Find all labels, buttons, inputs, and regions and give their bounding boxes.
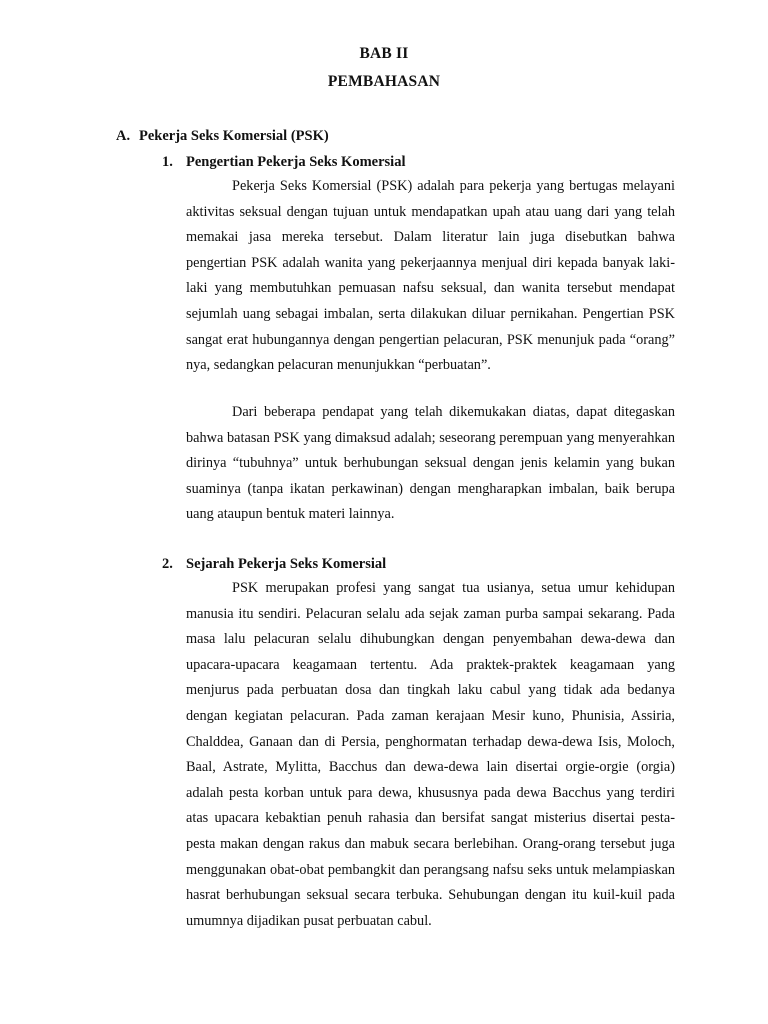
subsection-1-heading (162, 152, 405, 172)
subsection-1-number: 1. (162, 154, 173, 170)
paragraph-history: PSK merupakan profesi yang sangat tua usianya, setua umur kehidupan manusia itu sendiri. Pelacuran selalu ada sejak zaman purba sampai sekarang. Pada masa lalu pelacuran selalu dihubungkan dengan penyembahan dewa-dewa dan upacara-upacara keagamaan tertentu. Ada praktek-praktek keagamaan yang menjurus pada perbuatan dosa dan tingkah laku cabul yang tidak ada bedanya dengan kegiatan pelacuran. Pada zaman kerajaan Mesir kuno, Phunisia, Assiria, Chalddea, Ganaan dan di Persia, penghormatan terhadap dewa-dewa Isis, Moloch, Baal, Astrate, Mylitta, Bacchus dan dewa-dewa lain disertai orgie-orgie (orgia) adalah pesta korban untuk para dewa, khususnya pada dewa Bacchus yang terdiri atas upacara kebaktian penuh rahasia dan bersifat sangat misterius disertai pesta-pesta makan dengan rakus dan mabuk secara berlebihan. Orang-orang tersebut juga menggunakan obat-obat pembangkit dan perangsang nafsu seks untuk melampiaskan hasrat berhubungan seksual secara terbuka. Sehubungan dengan itu kuil-kuil pada umumnya dijadikan pusat perbuatan cabul. (186, 580, 675, 929)
subsection-2-title: Sejarah Pekerja Seks Komersial (186, 556, 387, 572)
section-a-heading (116, 126, 329, 146)
section-a-title: Pekerja Seks Komersial (PSK) (139, 128, 329, 144)
chapter-number: BAB II (359, 45, 409, 62)
paragraph-definition: Pekerja Seks Komersial (PSK) adalah para pekerja yang bertugas melayani aktivitas seksual dengan tujuan untuk mendapatkan upah atau uang dari yang telah memakai jasa mereka tersebut. Dalam literatur lain juga disebutkan bahwa pengertian PSK adalah wanita yang pekerjaannya menjual diri kepada banyak laki-laki yang membutuhkan pemuasan nafsu seksual, dan wanita tersebut mendapat sejumlah uang sebagai imbalan, serta dilakukan diluar pernikahan. Pengertian PSK sangat erat hubungannya dengan pengertian pelacuran, PSK menunjuk pada “orang” nya, sedangkan pelacuran menunjukkan “perbuatan”. (186, 178, 675, 374)
subsection-2-number: 2. (162, 556, 173, 572)
section-a-number: A. (116, 128, 131, 144)
chapter-title: PEMBAHASAN (327, 73, 441, 90)
subsection-1-title: Pengertian Pekerja Seks Komersial (186, 154, 406, 170)
paragraph-conclusion: Dari beberapa pendapat yang telah dikemukakan diatas, dapat ditegaskan bahwa batasan PSK yang dimaksud adalah; seseorang perempuan yang menyerahkan dirinya “tubuhnya” untuk berhubungan seksual dengan jenis kelamin yang bukan suaminya (tanpa ikatan perkawinan) dengan mengharapkan imbalan, baik berupa uang ataupun bentuk materi lainnya. (186, 404, 675, 523)
subsection-2-heading (162, 554, 386, 574)
